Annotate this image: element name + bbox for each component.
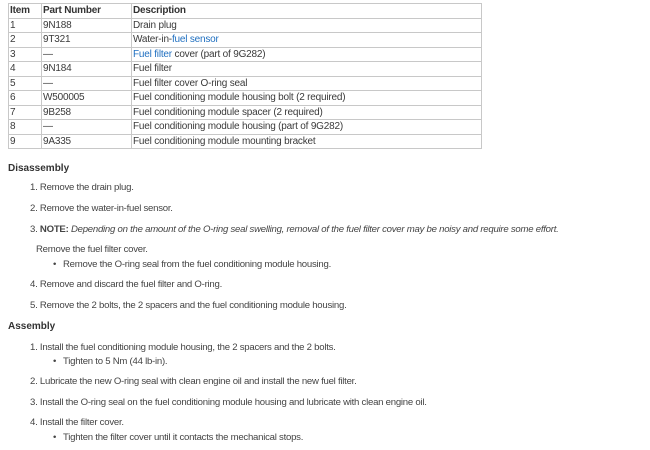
table-row [9, 105, 482, 120]
table-row [9, 91, 482, 106]
fuel-sensor-link[interactable]: fuel sensor [171, 34, 219, 46]
cell-item: 5 [9, 76, 42, 91]
fuel-filter-link[interactable]: Fuel filter [133, 48, 172, 60]
header-item: Item [9, 4, 42, 19]
desc-text: cover (part of 9G282) [171, 48, 266, 60]
cell-part: 9N184 [42, 62, 132, 77]
cell-part: 9A335 [42, 134, 132, 149]
table-row [9, 62, 482, 77]
assembly-step-1-bullet: • Tighten to 5 Nm (44 lb-in). [63, 356, 167, 367]
cell-item: 2 [9, 33, 42, 48]
assembly-step-4: 4. Install the filter cover. [30, 417, 124, 428]
cell-desc: Fuel filter [132, 62, 482, 77]
cell-part: 9B258 [42, 105, 132, 120]
cell-part: — [42, 120, 132, 135]
cell-item: 6 [9, 91, 42, 106]
note-label: NOTE: [39, 224, 69, 235]
table-row [9, 120, 482, 135]
desc-text: Water-in- [133, 34, 172, 46]
cell-desc: Fuel conditioning module spacer (2 required) [132, 105, 482, 120]
cell-desc [132, 47, 482, 62]
disassembly-step-4: 4. Remove and discard the fuel filter and O-ring. [30, 279, 222, 290]
assembly-heading: Assembly [8, 321, 56, 332]
cell-item: 7 [9, 105, 42, 120]
cell-item: 3 [9, 47, 42, 62]
disassembly-step-2: 2. Remove the water-in-fuel sensor. [30, 203, 173, 214]
disassembly-heading: Disassembly [8, 163, 70, 174]
header-description: Description [132, 4, 482, 19]
cell-part: W500005 [42, 91, 132, 106]
cell-desc: Fuel conditioning module mounting bracket [132, 134, 482, 149]
step-number: 3. [30, 224, 40, 235]
cell-desc [132, 33, 482, 48]
table-row [9, 134, 482, 149]
cell-item: 1 [9, 18, 42, 33]
assembly-step-3: 3. Install the O-ring seal on the fuel conditioning module housing and lubricate with clean engine oil. [30, 397, 427, 408]
parts-table [8, 3, 482, 149]
disassembly-step-1: 1. Remove the drain plug. [30, 182, 134, 193]
assembly-step-4-bullet: • Tighten the filter cover until it contacts the mechanical stops. [63, 432, 303, 443]
cell-part: — [42, 76, 132, 91]
table-row [9, 47, 482, 62]
table-row [9, 76, 482, 91]
table-header-row [9, 4, 482, 19]
table-row [9, 33, 482, 48]
cell-part: 9T321 [42, 33, 132, 48]
cell-item: 9 [9, 134, 42, 149]
header-part-number: Part Number [42, 4, 132, 19]
disassembly-step-3-bullet: • Remove the O-ring seal from the fuel conditioning module housing. [63, 259, 331, 270]
disassembly-step-5: 5. Remove the 2 bolts, the 2 spacers and the fuel conditioning module housing. [30, 300, 347, 311]
assembly-step-2: 2. Lubricate the new O-ring seal with clean engine oil and install the new fuel filter. [30, 376, 357, 387]
cell-desc: Drain plug [132, 18, 482, 33]
disassembly-step-3-text: Remove the fuel filter cover. [36, 244, 148, 255]
table-row [9, 18, 482, 33]
cell-part: 9N188 [42, 18, 132, 33]
cell-item: 8 [9, 120, 42, 135]
cell-desc: Fuel conditioning module housing (part of 9G282) [132, 120, 482, 135]
disassembly-step-3 [30, 224, 559, 235]
cell-desc: Fuel conditioning module housing bolt (2 required) [132, 91, 482, 106]
assembly-step-1: 1. Install the fuel conditioning module housing, the 2 spacers and the 2 bolts. [30, 342, 336, 353]
cell-item: 4 [9, 62, 42, 77]
cell-part: — [42, 47, 132, 62]
note-text: Depending on the amount of the O-ring seal swelling, removal of the fuel filter cover may be noisy and require some effort. [68, 224, 559, 235]
cell-desc: Fuel filter cover O-ring seal [132, 76, 482, 91]
